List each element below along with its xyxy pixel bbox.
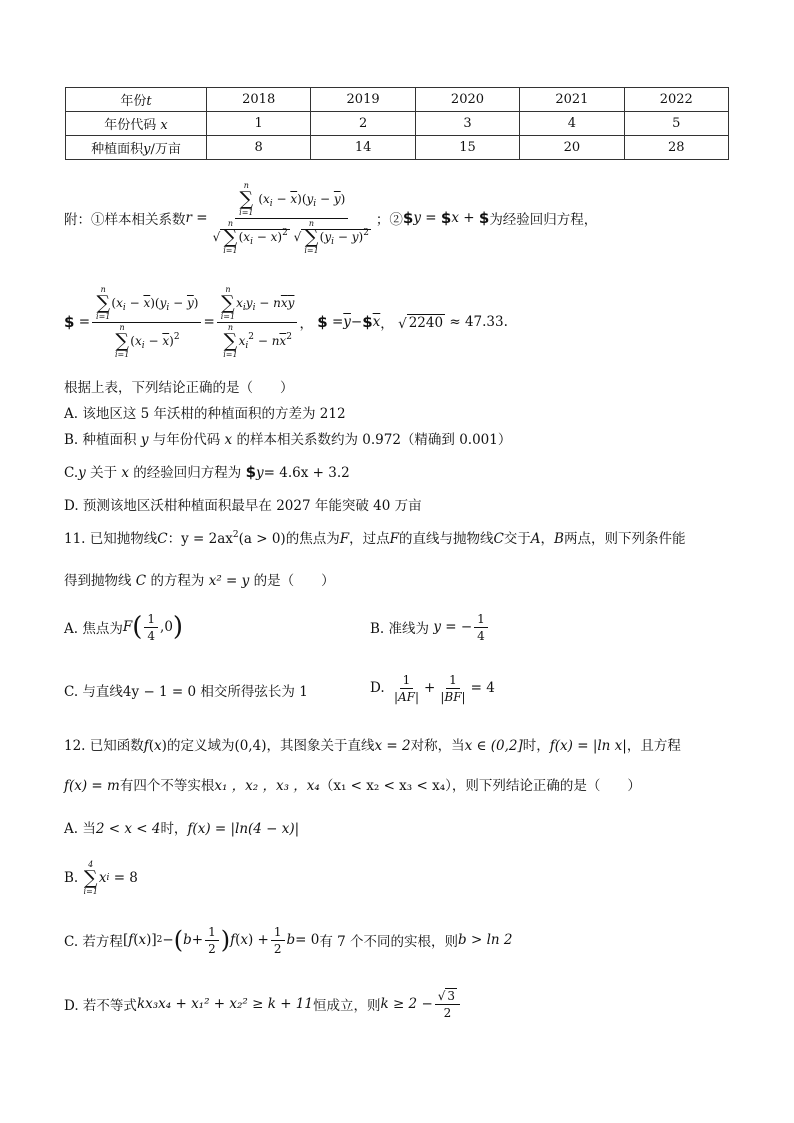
correlation-formula bbox=[210, 182, 374, 255]
y-hat-symbol: $ bbox=[402, 209, 414, 227]
table-cell: 2 bbox=[311, 112, 415, 136]
planting-area-table bbox=[65, 87, 729, 160]
q11-option-c: C. 与直线4y − 1 = 0 相交所得弦长为 1 bbox=[64, 684, 308, 700]
slope-formula-2: n ∑ i=1 $x_iy_i - n\overline{x}\overline{y}$ n ∑ i=1 $x_i^2 - n\overline{x}^2$ bbox=[217, 286, 298, 359]
appendix-slope-line: $ = n ∑ i=1 $(x_i - \overline{x})(y_i - \overline{y})$ n ∑ i=1 $(x_i - \overline{x})^2$ = n ∑ i=1 $x_iy_i - n\overline{x}\overline{y}$ n ∑ i=1 $x_i^2 - n\overline{x}^2$ ， $ = $\overline{y}$ − $ $\overline{x}$ ， √ 2240 ≈ 47.33. bbox=[64, 284, 508, 359]
table-cell: 3 bbox=[415, 112, 519, 136]
table-cell: 1 bbox=[207, 112, 311, 136]
row-header: 年份代码 x bbox=[66, 112, 207, 136]
sqrt-approx: ≈ 47.33. bbox=[449, 314, 508, 330]
table-cell: 4 bbox=[520, 112, 624, 136]
q12-option-d: D. 若不等式 kx₃x₄ + x₁² + x₂² ≥ k + 11 恒成立，则 k ≥ 2 − $\frac{√ 3}{2}$ bbox=[64, 982, 462, 1026]
sqrt-value: 2240 bbox=[408, 314, 444, 331]
q10-option-d: D. 预测该地区沃柑种植面积最早在 2027 年能突破 40 万亩 bbox=[64, 498, 422, 514]
b-hat-symbol: $ bbox=[64, 313, 75, 331]
q10-option-c: C.y 关于 x 的经验回归方程为 $y= 4.6x + 3.2 bbox=[64, 463, 350, 481]
table-row-code bbox=[66, 112, 729, 136]
table-cell: 15 bbox=[415, 136, 519, 160]
q11-stem-line1: 11. 已知抛物线C：$y = 2ax^2(a > 0)$的焦点为F，过点F的直线与抛物线C交于A，B两点，则下列条件能 bbox=[64, 530, 686, 547]
q12-option-c: C. 若方程 [ f ( x )] 2 − ( b + $\frac{1}{2}$ ) f ( x ) + $\frac{1}{2}$ b = 0 有 7 个不同的实根，则 b > ln 2 bbox=[64, 924, 513, 956]
table-cell: 14 bbox=[311, 136, 415, 160]
q10-option-a: A. 该地区这 5 年沃柑的种植面积的方差为 212 bbox=[64, 406, 346, 422]
q11-option-d: D. $\frac{1}{|AF|}$ + $\frac{1}{|BF|}$ = 4 bbox=[370, 672, 495, 704]
q10-option-b: B. 种植面积 y 与年份代码 x 的样本相关系数约为 0.972（精确到 0.001） bbox=[64, 432, 512, 448]
slope-formula-1: n ∑ i=1 $(x_i - \overline{x})(y_i - \overline{y})$ n ∑ i=1 $(x_i - \overline{x})^2$ bbox=[92, 286, 201, 359]
formula-numerator: n ∑ i=1 $(x_i - \overline{x})(y_i - \overline{y})$ bbox=[235, 182, 348, 219]
table-cell: 20 bbox=[520, 136, 624, 160]
row-header: 年份t bbox=[66, 88, 207, 112]
table-cell: 2019 bbox=[311, 88, 415, 112]
appendix-middle: ；② bbox=[375, 212, 403, 228]
q12-stem-line1: 12. 已知函数f(x)的定义域为(0,4)，其图象关于直线x = 2对称，当x ∈ (0,2]时，f(x) = |ln x|，且方程 bbox=[64, 738, 681, 754]
q12-option-a: A. 当2 < x < 4时，f(x) = |ln(4 − x)| bbox=[64, 821, 300, 837]
table-row-area bbox=[66, 136, 729, 160]
appendix-regression-tail: 为经验回归方程， bbox=[489, 212, 598, 228]
r-symbol: r bbox=[185, 210, 192, 226]
table-cell: 2018 bbox=[207, 88, 311, 112]
table-cell: 2020 bbox=[415, 88, 519, 112]
q12-option-b: B. 4 ∑ i=1 x i = 8 bbox=[64, 859, 138, 896]
q12-stem-line2: f(x) = m有四个不等实根x₁ ，x₂ ，x₃ ，x₄（x₁ < x₂ < x₃ < x₄），则下列结论正确的是（ ） bbox=[64, 778, 641, 794]
table-cell: 28 bbox=[624, 136, 728, 160]
y-var: y bbox=[413, 210, 421, 226]
q11-stem-line2: 得到抛物线 C 的方程为 x² = y 的是（ ） bbox=[64, 573, 335, 589]
appendix-correlation-line: 附：①样本相关系数 r = n ∑ i=1 $(x_i - \overline{x})(y_i - \overline{y})$ √ n ∑ i=1 $(x_i - \overline{x})^2$ √ n ∑ i=1 $(y_i - \overline{y})^2$ ；② $ y = $ x + $ 为经验回归方程， bbox=[64, 180, 598, 255]
formula-denominator: √ n ∑ i=1 $(x_i - \overline{x})^2$ √ n ∑ i=1 $(y_i - \overline{y})^2$ bbox=[212, 218, 369, 255]
q11-option-b: B. 准线为 y = − $\frac{1}{4}$ bbox=[370, 607, 490, 647]
table-cell: 2021 bbox=[520, 88, 624, 112]
table-row-year bbox=[66, 88, 729, 112]
row-header: 种植面积y/万亩 bbox=[66, 136, 207, 160]
table-cell: 8 bbox=[207, 136, 311, 160]
table-cell: 5 bbox=[624, 112, 728, 136]
q11-option-a: A. 焦点为 F ( $\frac{1}{4}$ , 0 ) bbox=[64, 611, 184, 643]
appendix-prefix: 附：①样本相关系数 bbox=[64, 212, 186, 228]
table-cell: 2022 bbox=[624, 88, 728, 112]
q10-prompt: 根据上表，下列结论正确的是（ ） bbox=[64, 380, 294, 396]
